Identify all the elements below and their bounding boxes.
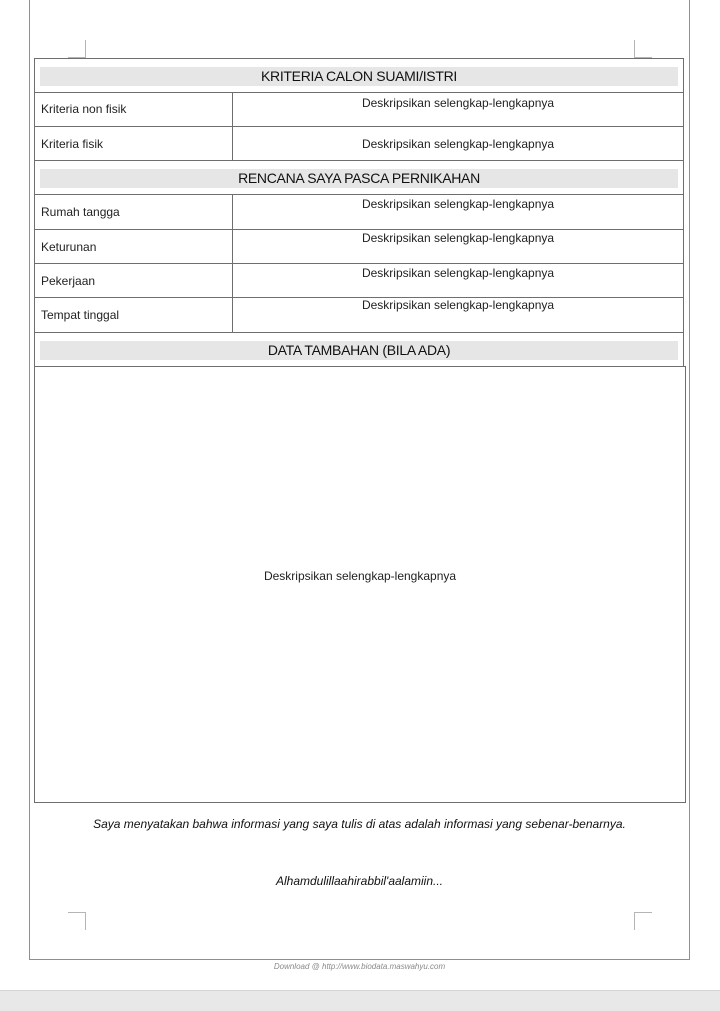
crop-mark-bottom-left xyxy=(68,912,86,930)
plans-row xyxy=(34,229,684,264)
row-description[interactable]: Deskripsikan selengkap-lengkapnya xyxy=(361,96,555,110)
plans-section-header xyxy=(34,160,684,195)
crop-mark-top-right xyxy=(634,40,652,58)
criteria-row xyxy=(34,126,684,161)
plans-row xyxy=(34,263,684,298)
crop-mark-bottom-right xyxy=(634,912,652,930)
additional-section-header xyxy=(34,332,684,367)
plans-section-title: RENCANA SAYA PASCA PERNIKAHAN xyxy=(40,169,678,188)
download-footer-link[interactable]: Download @ http://www.biodata.maswahyu.com xyxy=(273,962,446,971)
plans-row xyxy=(34,297,684,333)
row-description[interactable]: Deskripsikan selengkap-lengkapnya xyxy=(361,266,555,280)
crop-mark-top-left xyxy=(68,40,86,58)
additional-description: Deskripsikan selengkap-lengkapnya xyxy=(263,569,457,583)
row-label: Keturunan xyxy=(35,230,233,263)
row-description[interactable]: Deskripsikan selengkap-lengkapnya xyxy=(361,197,555,211)
additional-data-box[interactable] xyxy=(34,366,686,803)
criteria-section-header xyxy=(34,58,684,93)
row-description[interactable]: Deskripsikan selengkap-lengkapnya xyxy=(361,137,555,151)
plans-row xyxy=(34,194,684,230)
viewer-bottom-bar xyxy=(0,990,720,1011)
criteria-section-title: KRITERIA CALON SUAMI/ISTRI xyxy=(40,67,678,86)
declaration-statement: Saya menyatakan bahwa informasi yang saya tulis di atas adalah informasi yang sebenar-benarnya. xyxy=(93,817,626,831)
row-label: Pekerjaan xyxy=(35,264,233,297)
row-label: Kriteria non fisik xyxy=(35,93,233,126)
row-description[interactable]: Deskripsikan selengkap-lengkapnya xyxy=(361,298,555,312)
additional-section-title: DATA TAMBAHAN (BILA ADA) xyxy=(40,341,678,360)
row-description[interactable]: Deskripsikan selengkap-lengkapnya xyxy=(361,231,555,245)
row-label: Rumah tangga xyxy=(35,195,233,229)
closing-text: Alhamdulillaahirabbil'aalamiin... xyxy=(275,874,444,888)
row-label: Kriteria fisik xyxy=(35,127,233,160)
row-label: Tempat tinggal xyxy=(35,298,233,332)
criteria-row xyxy=(34,92,684,127)
